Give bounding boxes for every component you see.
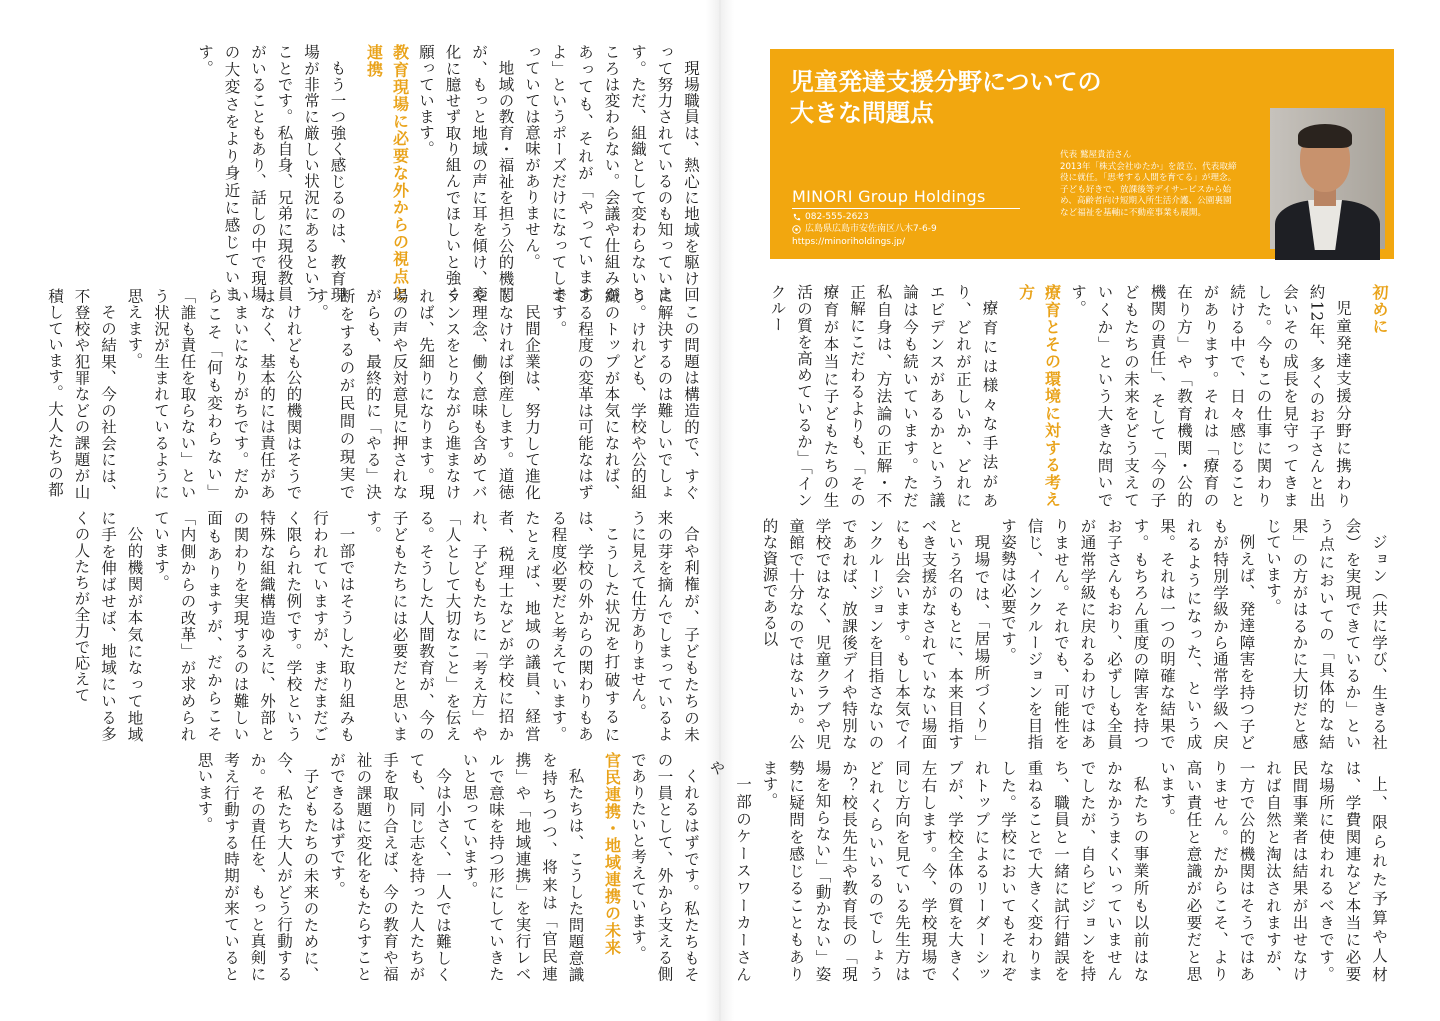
divider xyxy=(792,208,1020,209)
paragraph: 私たちは、こうした問題意識を持ちつつ、将来は「官民連携」や「地域連携」を実行レベルで意味を持つ形にしていきたいと思っています。 xyxy=(460,752,585,982)
phone-icon xyxy=(792,213,801,222)
url-row xyxy=(792,236,905,248)
paragraph: 上、限られた予算や人材は、学費関連など本当に必要な場所に使われるべきです。民間事業者は結果が出せなければ自然と淘汰されますが、一方で公的機関はそうではありません。だからこそ、より高い責任と意識が必要だと思います。 xyxy=(1158,760,1388,982)
paragraph: 児童発達支援分野に携わり約12年、多くのお子さんと出会いその成長を見守ってきました。今もこの仕事に関わり続ける中で、日々感じることがあります。それは「療育の在り方」や「教育機関・公的機関の責任」、そして「今の子どもたちの未来をどう支えていくか」という大きな問いです。 xyxy=(1069,284,1352,508)
paragraph: けれども公的機関はそうではなく、基本的には責任があいまいになりがちです。だからこそ「何も変わらない」「誰も責任を取らない」という状況が生まれているように思えます。 xyxy=(125,288,303,500)
paragraph: 一部ではそうした取り組みも行われていますが、まだまだごく限られた例です。学校という特殊な組織構造ゆえに、外部との関わりを実現するのは難しい面もありますが、だからこそ「内側からの改革」が求められています。 xyxy=(152,510,356,742)
paragraph: 子どもたちの未来のために、今、私たち大人がどう行動するか。その責任を、もっと真剣に考え行動する時期が来ていると思います。 xyxy=(195,752,320,982)
representative-name: 代表 鷲屋貴治さん xyxy=(1060,150,1132,160)
paragraph: こうした状況を打破するには、学校の外からの関わりもある程度必要だと考えています。たとえば、地域の議員、経営者、税理士などが学校に招かれ、子どもたちに「考え方」や「人として大切なこと」を伝える。そうした人間教育が、今の子どもたちには必要だと思います。 xyxy=(364,510,621,742)
section-heading-therapy: 療育とその環境に対する考え方 xyxy=(1016,284,1062,508)
left-bottom-column xyxy=(46,288,704,500)
location-icon xyxy=(792,225,801,234)
paragraph: 現場では、「居場所づくり」という名のもとに、本来目指すべき支援がなされていない場面にも出会います。もし本気でインクルージョンを目指さないのであれば、放課後デイや特別な学校ではなく、児童クラブや児童館で十分なのではないか。公的な資源である以 xyxy=(760,518,991,750)
paragraph: 今は小さく、一人では難しくても、同じ志を持った人たちが手を取り合えば、今の教育や福祉の課題に変化をもたらすことができるはずです。 xyxy=(328,752,452,982)
paragraph: 地域の教育・福祉を担う公的機関が、もっと地域の声に耳を傾け、変化に臆せず取り組んでほしいと強く願っています。 xyxy=(417,44,515,302)
paragraph: 現場職員は、熱心に地域を駆け回って努力されているのも知っています。ただ、組織として変わらないところは変わらない。会議や仕組みがあっても、それが「やっていますよ」というポーズだけになってしまっていては意味がありません。 xyxy=(523,44,700,302)
paragraph: 例えば、発達障害を持つ子どもが特別学級から通常学級へ戻れるようになった、という成果。それは一つの明確な結果です。もちろん重度の障害を持つお子さんもおり、必ずしも全員が通常学級に戻れるわけではありません。それでも、可能性を信じ、インクルージョンを目指す姿勢は必要です。 xyxy=(999,518,1256,750)
representative-bio xyxy=(1060,150,1238,220)
paragraph: 民間企業は、努力して進化しなければ倒産します。道徳や理念、働く意味も含めてバランスをとりながら進まなければ、先細りになります。現場の声や反対意見に押されながらも、最終的に「やる」決断をするのが民間の現実です。 xyxy=(311,288,541,500)
right-third-column xyxy=(707,760,1392,982)
representative-description: 2013年「株式会社ゆたか」を設立、代表取締役に就任。「思考する人間を育てる」が理念。子ども好きで、放課後等デイサービスから始め、高齢者向け短期入所生活介護、公園裏園など福祉を基軸に不動産事業も展開。 xyxy=(1060,161,1237,218)
paragraph: くれるはずです。私たちもその一員として、外から支える側でありたいと考えています。 xyxy=(629,752,700,982)
section-heading-outside-perspective: 教育現場に必要な外からの視点と連携 xyxy=(364,44,410,302)
section-heading-intro: 初めに xyxy=(1370,284,1389,335)
website-link[interactable]: https://minoriholdings.jp/ xyxy=(792,237,906,247)
right-first-column xyxy=(768,284,1392,508)
paragraph: 合や利権が、子どもたちの未来の芽を摘んでしまっているように見えて仕方ありません。 xyxy=(629,510,700,742)
phone-number[interactable]: 082-555-2623 xyxy=(805,212,869,222)
article-title xyxy=(790,67,1150,129)
left-top-column xyxy=(52,44,704,302)
title-line: 児童発達支援分野についての xyxy=(790,68,1102,96)
paragraph: 療育には様々な手法があり、どれが正しいか、どれにエビデンスがあるかという議論は今も続いています。ただ私自身は、方法論の正解・不正解にこだわるよりも、「その療育が本当に子どもたちの生活の質を高めているか」「インクルー xyxy=(768,284,999,508)
paragraph: 公的機関が本気になって地域に手を伸ばせば、地域にいる多くの人たちが全力で応えて xyxy=(72,510,144,742)
paragraph: その結果、今の社会には、不登校や犯罪などの課題が山積しています。大人たちの都 xyxy=(46,288,117,500)
company-name: MINORI Group Holdings xyxy=(792,187,986,206)
representative-photo xyxy=(1270,108,1385,249)
left-third-column xyxy=(52,510,704,742)
section-heading-public-private: 官民連携・地域連携の未来 xyxy=(602,752,622,956)
title-line: 大きな問題点 xyxy=(790,99,934,127)
right-second-column xyxy=(760,518,1392,750)
paragraph: 私たちの事業所も以前はなかなかうまくいっていませんでしたが、自らビジョンを持ち、職員と一緒に試行錯誤を重ねることで大きく変わりました。学校においてもそれぞれトップによるリーダーシップが、学校全体の質を大きく左右します。今、学校現場で同じ方向を見ている先生方はどれくらいいるのでしょうか？校長先生や教育長の「現場を知らない」「動かない」姿勢に疑問を感じることもあります。 xyxy=(760,760,1150,982)
phone-row xyxy=(792,211,869,223)
address: 広島県広島市安佐南区八木7-6-9 xyxy=(805,224,937,234)
paragraph: もう一つ強く感じるのは、教育現場が非常に厳しい状況にあるということです。私自身、兄弟に現役教員がいることもあり、話しの中で現場の大変さをより身近に感じています。 xyxy=(196,44,347,302)
header-box xyxy=(770,49,1394,259)
paragraph: 一部のケースワーカーさんや xyxy=(707,760,752,982)
left-fourth-column xyxy=(52,752,704,982)
paragraph: ジョン（共に学び、生きる社会）を実現できているか」という点においての「具体的な結果」の方がはるかに大切だと感じています。 xyxy=(1264,518,1388,750)
paragraph: この問題は構造的で、すぐに解決するのは難しいでしょう。けれども、学校や公的組織のトップが本気になれば、ある程度の変革は可能なはずです。 xyxy=(549,288,700,500)
address-row xyxy=(792,223,937,235)
